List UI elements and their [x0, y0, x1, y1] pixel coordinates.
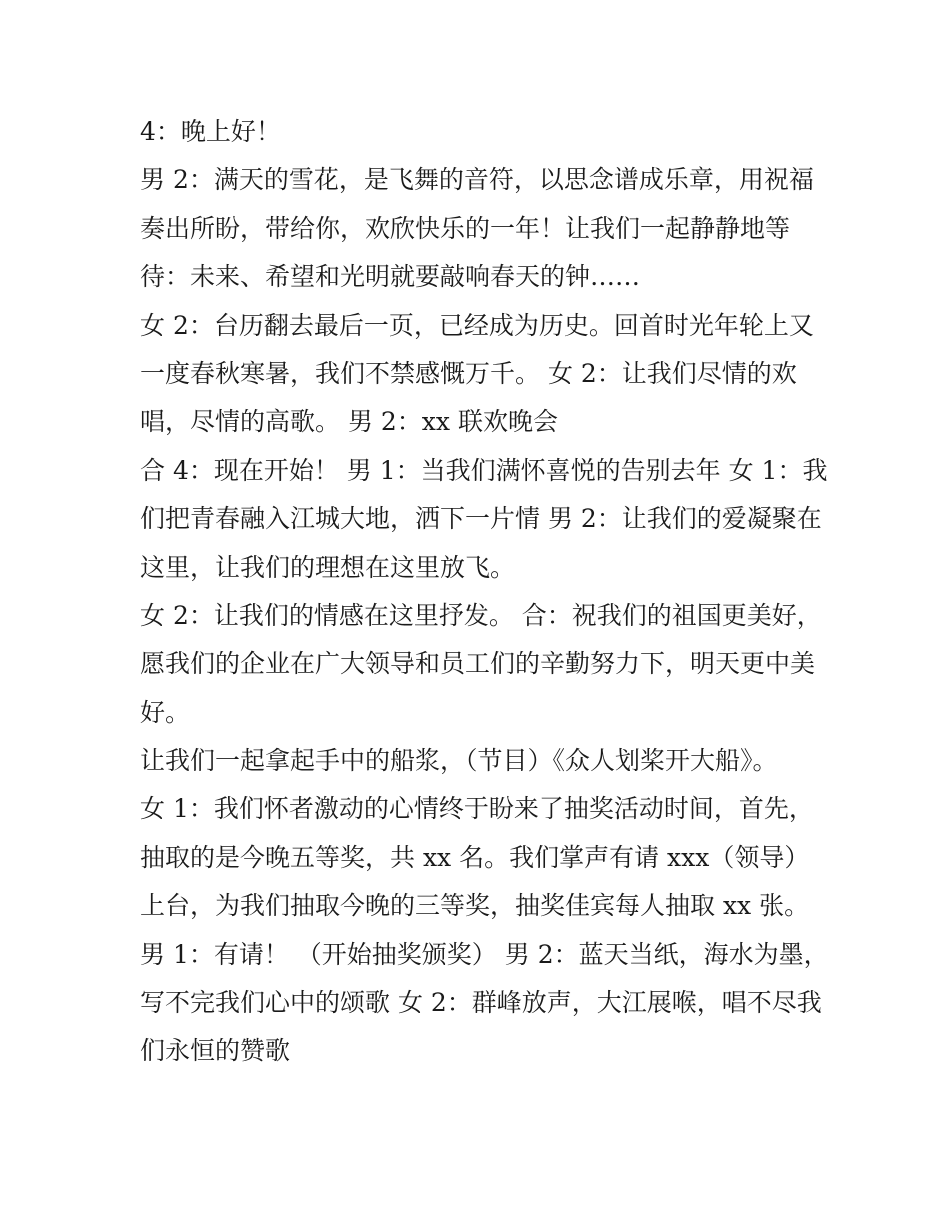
text-line: 上台，为我们抽取今晚的三等奖，抽奖佳宾每人抽取 xx 张。	[140, 891, 810, 921]
text-line: 女 2：让我们的情感在这里抒发。 合：祝我们的祖国更美好，	[140, 600, 822, 630]
text-line: 女 2：台历翻去最后一页，已经成为历史。回首时光年轮上又	[140, 310, 814, 340]
text-line: 合 4：现在开始！ 男 1：当我们满怀喜悦的告别去年 女 1：我	[140, 455, 828, 485]
text-line: 抽取的是今晚五等奖，共 xx 名。我们掌声有请 xxx（领导）	[140, 842, 810, 872]
text-line: 愿我们的企业在广大领导和员工们的辛勤努力下，明天更中美	[140, 649, 816, 679]
text-line: 男 1：有请！ （开始抽奖颁奖） 男 2：蓝天当纸，海水为墨，	[140, 939, 829, 969]
text-line: 待：未来、希望和光明就要敲响春天的钟……	[140, 262, 641, 292]
text-line: 写不完我们心中的颂歌 女 2：群峰放声，大江展喉，唱不尽我	[140, 988, 822, 1018]
text-line: 好。	[140, 697, 191, 727]
text-line: 一度春秋寒暑，我们不禁感慨万千。 女 2：让我们尽情的欢	[140, 358, 797, 388]
text-line: 4：晚上好！	[140, 117, 281, 146]
text-line: 们永恒的赞歌	[140, 1036, 291, 1066]
text-line: 们把青春融入江城大地，洒下一片情 男 2：让我们的爱凝聚在	[140, 504, 822, 534]
text-line: 女 1：我们怀者激动的心情终于盼来了抽奖活动时间，首先，	[140, 794, 814, 824]
document-body	[140, 108, 830, 1076]
text-line: 男 2：满天的雪花，是飞舞的音符，以思念谱成乐章，用祝福	[140, 165, 814, 195]
text-line: 这里，让我们的理想在这里放飞。	[140, 552, 516, 582]
text-line: 奏出所盼，带给你，欢欣快乐的一年！让我们一起静静地等	[140, 213, 791, 243]
text-line: 唱，尽情的高歌。 男 2：xx 联欢晚会	[140, 407, 558, 437]
text-line: 让我们一起拿起手中的船浆，（节目）《众人划桨开大船》。	[140, 746, 778, 776]
